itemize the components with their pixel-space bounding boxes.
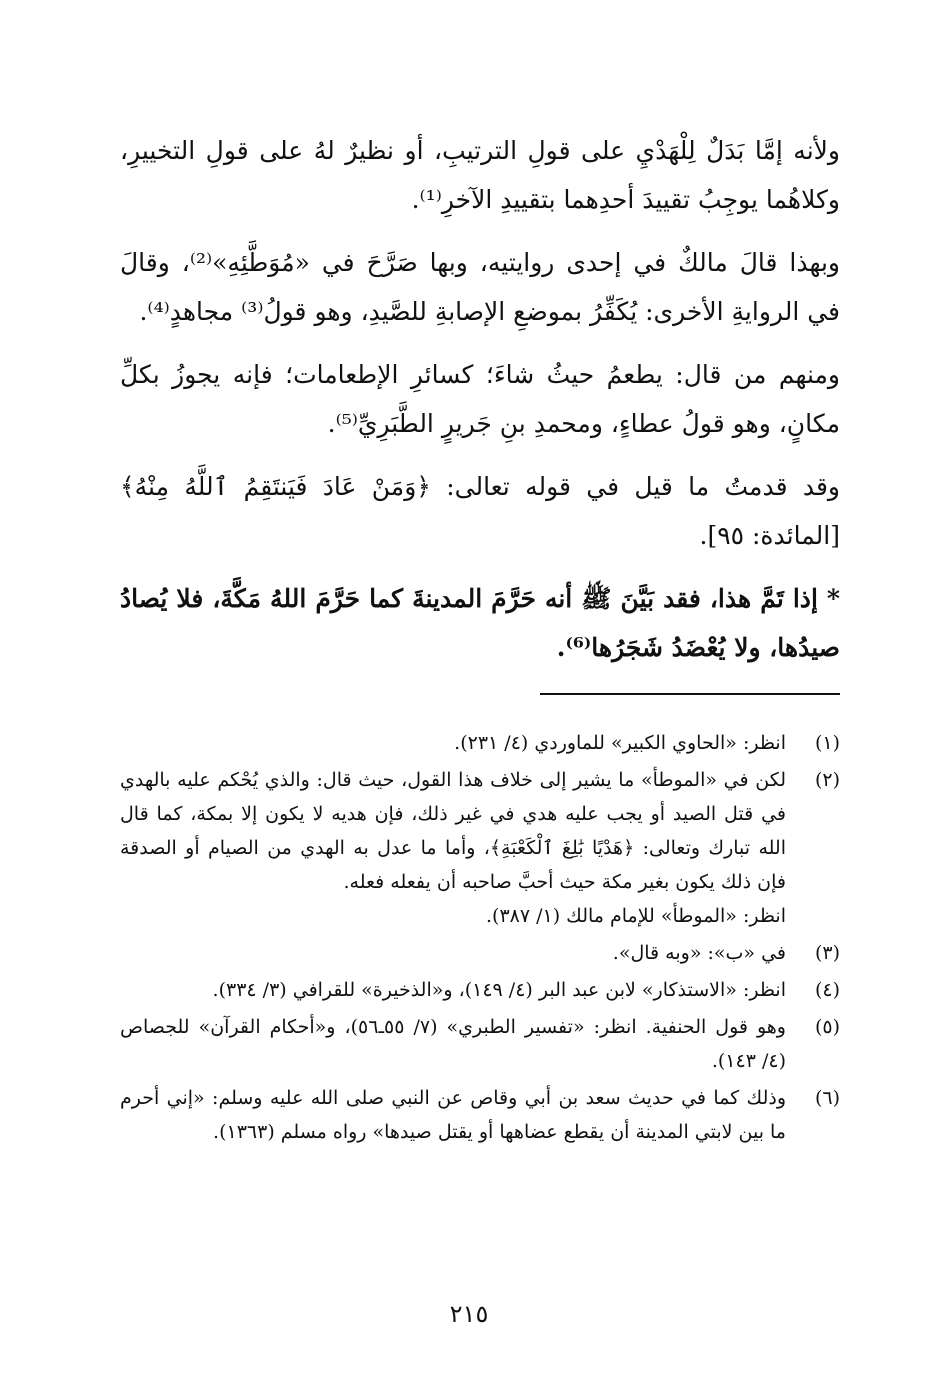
footnote-number: (٥)	[814, 1016, 840, 1038]
footnote-text: في «ب»: «وبه قال».	[612, 942, 786, 964]
footnote-4	[120, 973, 840, 1007]
footnote-text: لكن في «الموطأ» ما يشير إلى خلاف هذا القول، حيث قال: والذي يُحْكم عليه بالهدي في قتل الصيد أو يجب عليه هدي في غير ذلك، فإن هديه لا يكون إلا بمكة، كما قال الله تبارك وتعالى: ﴿هَدْيًا بَٰلِغَ ٱلْكَعْبَةِ﴾، وأما ما عدل به الهدي من الصيام أو الصدقة فإن ذلك يكون بغير مكة حيث أحبَّ صاحبه أن يفعله فعله.	[120, 769, 786, 893]
footnote-number: (٢)	[814, 769, 840, 791]
footnote-text: وهو قول الحنفية. انظر: «تفسير الطبري» (٧/ ٥٥ـ٥٦)، و«أحكام القرآن» للجصاص (٤/ ١٤٣).	[120, 1016, 786, 1072]
footnote-divider	[540, 693, 840, 695]
paragraph-1: ولأنه إمَّا بَدَلٌ لِلْهَدْيِ على قولِ الترتيبِ، أو نظيرٌ لهُ على قولِ التخييرِ، وكلاهُما يوجِبُ تقييدَ أحدِهما بتقييدِ الآخرِ⁽¹⁾.	[120, 136, 840, 214]
footnote-6	[120, 1081, 840, 1149]
paragraph-3: ومنهم من قال: يطعمُ حيثُ شاءَ؛ كسائرِ الإطعامات؛ فإنه يجوزُ بكلِّ مكانٍ، وهو قولُ عطاءٍ، ومحمدِ بنِ جَريرٍ الطَّبَرِيِّ⁽⁵⁾.	[120, 360, 840, 438]
paragraph-5: * إذا تَمَّ هذا، فقد بَيَّنَ ﷺ أنه حَرَّمَ المدينةَ كما حَرَّمَ اللهُ مَكَّةَ، فلا يُصادُ صيدُها، ولا يُعْضَدُ شَجَرُها⁽⁶⁾.	[120, 584, 840, 662]
page-number: ٢١٥	[449, 1300, 489, 1328]
footnotes	[120, 726, 840, 1152]
footnote-number: (٦)	[814, 1087, 840, 1109]
footnote-5	[120, 1010, 840, 1078]
paragraph-2: وبهذا قالَ مالكٌ في إحدى روايتيه، وبها صَرَّحَ في «مُوَطَّئِهِ»⁽²⁾، وقالَ في الروايةِ الأخرى: يُكَفِّرُ بموضعِ الإصابةِ للصَّيدِ، وهو قولُ⁽³⁾ مجاهدٍ⁽⁴⁾.	[120, 248, 841, 326]
footnote-text: انظر: «الحاوي الكبير» للماوردي (٤/ ٢٣١).	[454, 732, 786, 754]
footnote-reference: انظر: «الموطأ» للإمام مالك (١/ ٣٨٧).	[485, 905, 786, 927]
footnote-number: (٤)	[814, 979, 840, 1001]
paragraph-4: وقد قدمتُ ما قيل في قوله تعالى: ﴿وَمَنْ عَادَ فَيَنتَقِمُ ٱللَّهُ مِنْهُ﴾ [المائدة: ٩٥].	[120, 472, 840, 550]
footnote-text: انظر: «الاستذكار» لابن عبد البر (٤/ ١٤٩)، و«الذخيرة» للقرافي (٣/ ٣٣٤).	[212, 979, 786, 1001]
footnote-1	[120, 726, 840, 760]
footnote-number: (١)	[814, 732, 840, 754]
footnote-3	[120, 936, 840, 970]
main-text	[120, 126, 840, 686]
footnote-number: (٣)	[814, 942, 840, 964]
footnote-text: وذلك كما في حديث سعد بن أبي وقاص عن النبي صلى الله عليه وسلم: «إني أحرم ما بين لابتي المدينة أن يقطع عضاهها أو يقتل صيدها» رواه مسلم (١٣٦٣).	[120, 1087, 786, 1143]
footnote-2	[120, 763, 840, 933]
